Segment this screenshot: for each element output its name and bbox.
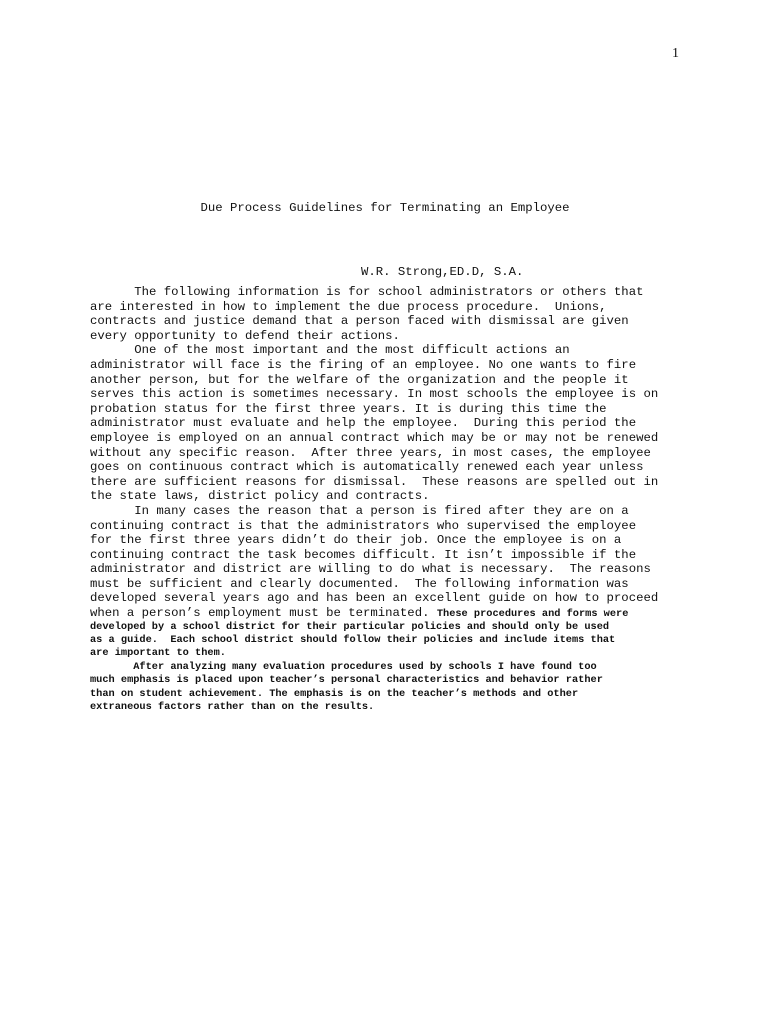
body-line: continuing contract the task becomes difficult. It isn’t impossible if the <box>90 547 637 562</box>
body-line: must be sufficient and clearly documented. The following information was <box>90 576 629 591</box>
bold-line: much emphasis is placed upon teacher’s personal characteristics and behavior rather <box>90 674 603 687</box>
body-line: every opportunity to defend their actions. <box>90 328 400 343</box>
page-number: 1 <box>672 46 679 61</box>
document-title: Due Process Guidelines for Terminating an Employee <box>200 201 570 215</box>
body-line: another person, but for the welfare of the organization and the people it <box>90 372 629 387</box>
body-line: serves this action is sometimes necessary. In most schools the employee is on <box>90 387 659 402</box>
body-line: without any specific reason. After three years, in most cases, the employee <box>90 445 651 460</box>
body-line: The following information is for school administrators or others that <box>90 285 644 299</box>
author-line: W.R. Strong,ED.D, S.A. <box>361 265 524 279</box>
bold-line: After analyzing many evaluation procedures used by schools I have found too <box>90 660 597 673</box>
body-line: are interested in how to implement the due process procedure. Unions, <box>90 299 607 314</box>
bold-line: extraneous factors rather than on the results. <box>90 701 375 713</box>
body-line: developed several years ago and has been an excellent guide on how to proceed <box>90 591 659 606</box>
mixed-line-normal: when a person’s employment must be terminated. <box>90 606 437 621</box>
body-line: contracts and justice demand that a person faced with dismissal are given <box>90 314 629 329</box>
body-line: employee is employed on an annual contract which may be or may not be renewed <box>90 430 659 445</box>
bold-line: as a guide. Each school district should follow their policies and include items that <box>90 634 616 647</box>
bold-line: developed by a school district for their particular policies and should only be used <box>90 620 610 633</box>
body-line: for the first three years didn’t do their job. Once the employee is on a <box>90 533 622 548</box>
body-line: In many cases the reason that a person is fired after they are on a <box>90 503 629 518</box>
bold-line: than on student achievement. The emphasis is on the teacher’s methods and other <box>90 687 579 700</box>
body-line: continuing contract is that the administrators who supervised the employee <box>90 518 637 533</box>
body-line: goes on continuous contract which is automatically renewed each year unless <box>90 460 644 475</box>
body-line: probation status for the first three years. It is during this time the <box>90 401 607 416</box>
bold-line: are important to them. <box>90 647 226 660</box>
body-line: administrator and district are willing to do what is necessary. The reasons <box>90 562 651 577</box>
body-line: administrator must evaluate and help the employee. During this period the <box>90 416 637 431</box>
body-line: One of the most important and the most difficult actions an <box>90 343 570 358</box>
mixed-line-bold: These procedures and forms were <box>436 608 629 621</box>
body-line: there are sufficient reasons for dismissal. These reasons are spelled out in <box>90 474 659 489</box>
body-line: administrator will face is the firing of an employee. No one wants to fire <box>90 357 637 372</box>
mixed-line <box>90 606 690 621</box>
body-text <box>90 285 690 714</box>
body-line: the state laws, district policy and contracts. <box>90 489 430 504</box>
